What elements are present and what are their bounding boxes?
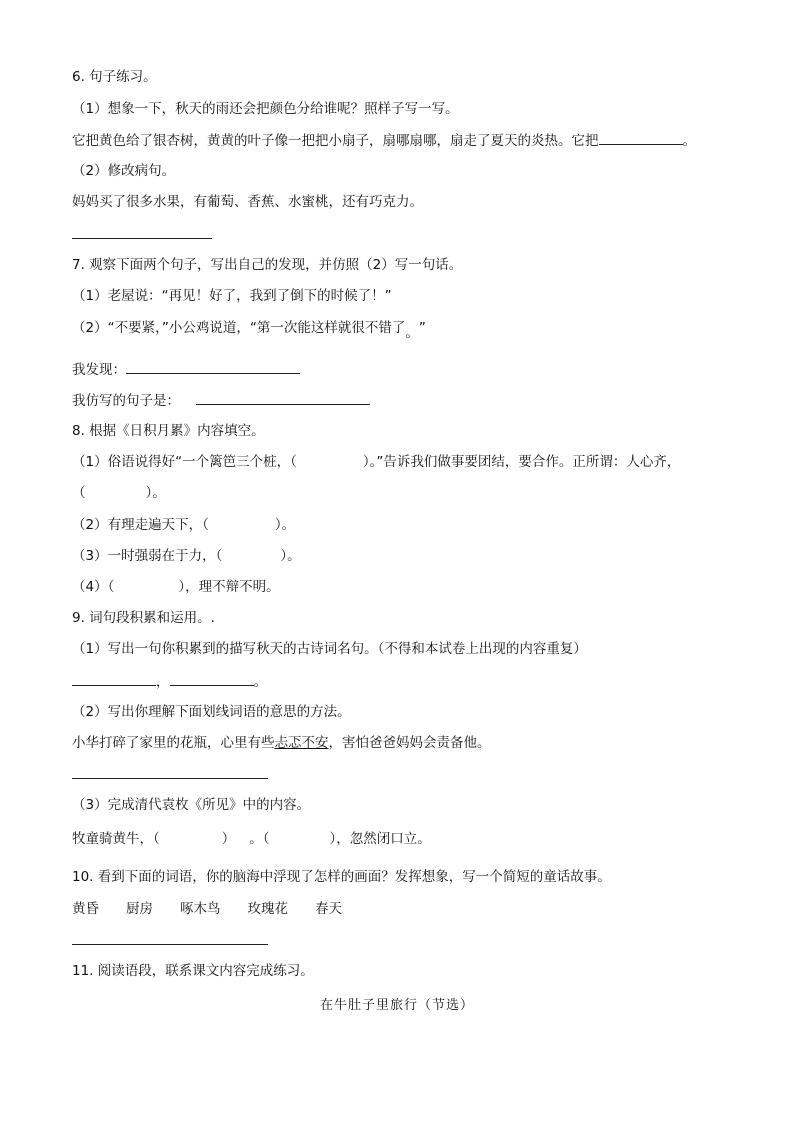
q9-underlined-word: 忐忑不安	[274, 735, 329, 751]
q7-sentence-1: （1）老屋说：“再见！好了，我到了倒下的时候了！”	[72, 288, 392, 304]
q8-item-1	[72, 452, 680, 472]
q7-imitate-line	[72, 390, 370, 411]
q10-word: 玫瑰花	[247, 901, 288, 917]
q8-item-1-text-c: （	[72, 485, 86, 501]
q9-poem-line	[72, 829, 431, 849]
q11-passage-title: 在牛肚子里旅行（节选）	[319, 998, 474, 1013]
q10-word: 黄昏	[72, 901, 99, 917]
q8-item-4-text-b: ），理不辩不明。	[178, 579, 280, 595]
q9-poem-text-a: 牧童骑黄牛，（	[72, 831, 160, 847]
q9-poem-blanks	[72, 671, 267, 692]
q10-word: 春天	[315, 901, 342, 917]
q6-faulty-sentence: 妈妈买了很多水果，有葡萄、香蕉、水蜜桃，还有巧克力。	[72, 194, 423, 210]
q7-sentence-2-quote: ”	[418, 320, 426, 336]
q6-title: 6. 句子练习。	[72, 69, 157, 85]
q9-sentence-after: ，害怕爸爸妈妈会责备他。	[328, 735, 491, 751]
q8-item-4	[72, 577, 280, 597]
q7-title: 7. 观察下面两个句子，写出自己的发现，并仿照（2）写一句话。	[72, 257, 463, 273]
q6-part2-prompt: （2）修改病句。	[72, 163, 176, 179]
q8-item-4-text-a: （4）（	[72, 579, 115, 595]
q9-part1-prompt: （1）写出一句你积累到的描写秋天的古诗词名句。（不得和本试卷上出现的内容重复）	[72, 641, 587, 657]
q8-item-1-text-d: ）。	[145, 485, 166, 501]
q9-underlined-sentence	[72, 733, 491, 753]
q6-answer-line[interactable]	[72, 238, 212, 239]
q8-title: 8. 根据《日积月累》内容填空。	[72, 423, 265, 439]
q6-part1-prompt: （1）想象一下，秋天的雨还会把颜色分给谁呢？照样子写一写。	[72, 101, 459, 117]
q7-sentence-2-text: （2）“不要紧，”小公鸡说道，“第一次能这样就很不错了	[72, 320, 406, 336]
q9-poem-text-b: ）	[221, 831, 236, 847]
q8-item-1-text-b: ）。”告诉我们做事要团结，要合作。正所谓：人心齐，	[362, 454, 681, 470]
q9-poem-text-c: 。（	[249, 831, 270, 847]
q10-word-list	[72, 899, 342, 919]
q9-period: 。	[253, 674, 267, 690]
q6-example-end: 。	[682, 133, 696, 149]
q9-part2-prompt: （2）写出你理解下面划线词语的意思的方法。	[72, 704, 351, 720]
q8-item-3-text-b: ）。	[280, 548, 301, 564]
q9-comma: ，	[156, 674, 170, 690]
q11-title: 11. 阅读语段，联系课文内容完成练习。	[72, 963, 314, 979]
q9-title: 9. 词句段积累和运用。.	[72, 610, 215, 626]
q7-sentence-2-period: 。	[405, 325, 419, 341]
q10-answer-line[interactable]	[72, 944, 268, 945]
q8-item-1-cont	[72, 483, 166, 503]
q9-poem-blank-1[interactable]	[72, 671, 156, 686]
q7-found-label: 我发现：	[72, 362, 126, 378]
q9-poem-blank-2[interactable]	[170, 671, 254, 686]
q8-item-2-text-a: （2）有理走遍天下，（	[72, 517, 209, 533]
q7-imitate-blank[interactable]	[196, 390, 370, 405]
q9-part3-prompt: （3）完成清代袁枚《所见》中的内容。	[72, 797, 311, 813]
q6-example-line	[72, 130, 696, 151]
q9-poem-text-d: ），忽然闭口立。	[329, 831, 431, 847]
q8-item-2-text-b: ）。	[274, 517, 296, 533]
q8-item-1-text-a: （1）俗语说得好“一个篱笆三个桩，（	[72, 454, 297, 470]
q8-item-3-text-a: （3）一时强弱在于力，（	[72, 548, 223, 564]
q6-example-text: 它把黄色给了银杏树，黄黄的叶子像一把把小扇子，扇哪扇哪，扇走了夏天的炎热。它把	[72, 133, 599, 149]
q10-title: 10. 看到下面的词语，你的脑海中浮现了怎样的画面？发挥想象，写一个简短的童话故事。	[72, 869, 611, 885]
q8-item-3	[72, 546, 301, 566]
q7-sentence-2	[72, 318, 426, 341]
q7-imitate-label: 我仿写的句子是：	[72, 393, 180, 409]
q9-sentence-before: 小华打碎了家里的花瓶，心里有些	[72, 735, 275, 751]
q7-found-line	[72, 359, 300, 380]
q9-method-answer-line[interactable]	[72, 778, 268, 779]
q10-word: 啄木鸟	[180, 901, 221, 917]
q7-found-blank[interactable]	[126, 359, 300, 374]
q8-item-2	[72, 515, 295, 535]
q6-answer-blank[interactable]	[599, 130, 683, 145]
q10-word: 厨房	[126, 901, 153, 917]
